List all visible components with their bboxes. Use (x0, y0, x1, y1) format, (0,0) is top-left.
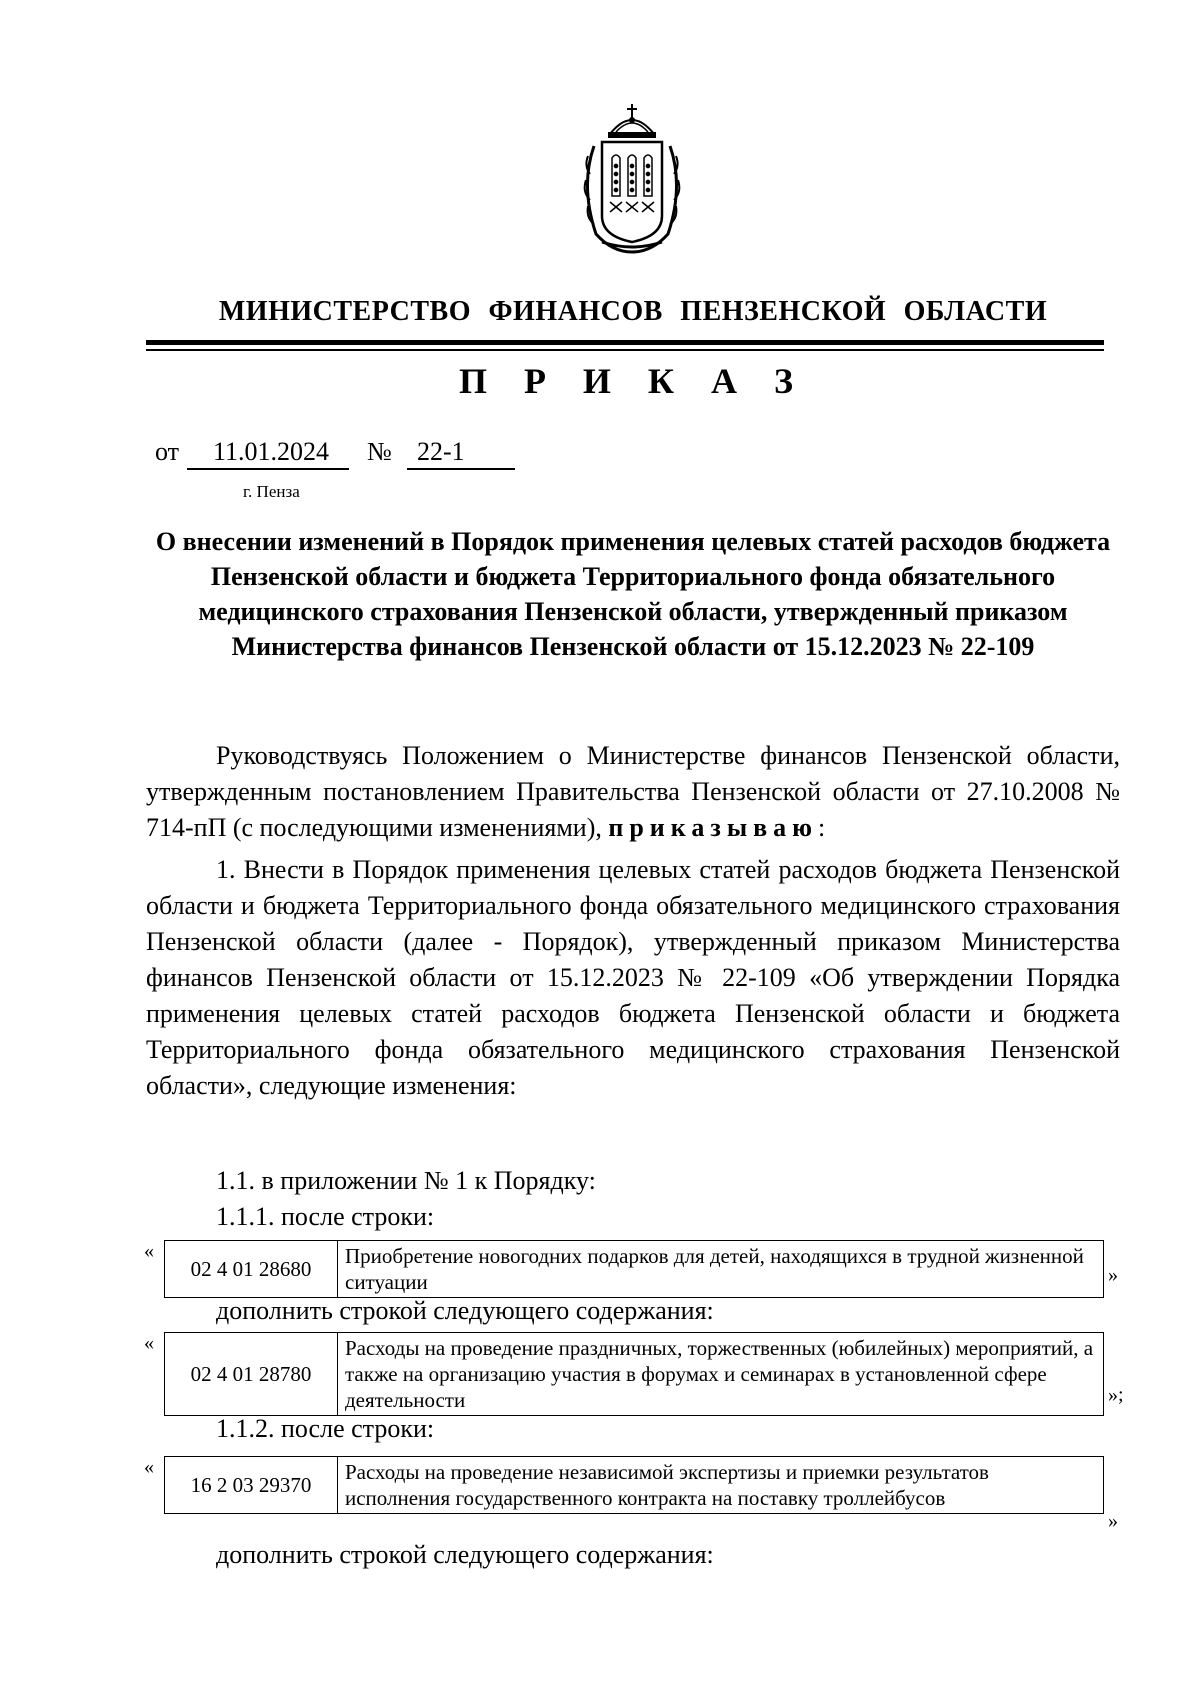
item-1-paragraph: 1. Внести в Порядок применения целевых статей расходов бюджета Пензенской области и бюджета Территориального фонда обязательного медицинского страхования Пензенской области (далее - Порядок), утвержденный приказом Министерства финансов Пензенской области от 15.12.2023 № 22-109 «Об утверждении Порядка применения целевых статей расходов бюджета Пензенской области и бюджета Территориального фонда обязательного медицинского страхования Пензенской области», следующие изменения: (146, 855, 1120, 1100)
add-row-instruction-1: дополнить строкой следующего содержания: (216, 1296, 714, 1325)
preamble-text: Руководствуясь Положением о Министерстве финансов Пензенской области, утвержденным постановлением Правительства Пензенской области от 27.10.2008 № 714-пП (с последующими изменениями), (146, 741, 1120, 842)
coat-of-arms-icon (572, 96, 692, 256)
row-2-open-quote: « (144, 1332, 154, 1354)
order-command: приказываю (608, 813, 819, 842)
from-label: от (155, 437, 180, 466)
row-code: 16 2 03 29370 (165, 1457, 338, 1514)
ministry-name: МИНИСТЕРСТВО ФИНАНСОВ ПЕНЗЕНСКОЙ ОБЛАСТИ (218, 296, 1048, 327)
order-title: О внесении изменений в Порядок применения целевых статей расходов бюджета Пензенской области и бюджета Территориального фонда обязательного медицинского страхования Пензенской области, утвержденный приказом Министерства финансов Пензенской области от 15.12.2023 № 22-109 (155, 527, 1111, 661)
row-2-close-quote: »; (1108, 1384, 1124, 1406)
row-1-close-quote: » (1108, 1264, 1118, 1286)
table-row (165, 1241, 1104, 1298)
number-label: № (367, 437, 392, 466)
header-divider-thin (146, 349, 1104, 351)
budget-row-table (164, 1240, 1104, 1298)
row-3-close-quote: » (1108, 1510, 1118, 1532)
table-row (165, 1333, 1104, 1416)
row-description: Расходы на проведение праздничных, торжественных (юбилейных) мероприятий, а также на организацию участия в форумах и семинарах в установленной сфере деятельности (338, 1333, 1104, 1416)
row-3-open-quote: « (144, 1456, 154, 1478)
order-city: г. Пенза (243, 482, 300, 501)
row-description: Приобретение новогодних подарков для детей, находящихся в трудной жизненной ситуации (338, 1241, 1104, 1298)
item-1-1: 1.1. в приложении № 1 к Порядку: (216, 1166, 596, 1195)
item-1-1-2: 1.1.2. после строки: (216, 1414, 435, 1443)
row-code: 02 4 01 28680 (165, 1241, 338, 1298)
order-number: 22-1 (417, 437, 465, 466)
preamble-paragraph (146, 738, 1120, 846)
row-code: 02 4 01 28780 (165, 1333, 338, 1416)
document-type-heading: П Р И К А З (458, 361, 808, 401)
row-1-open-quote: « (144, 1240, 154, 1262)
date-underline (187, 468, 349, 470)
table-row (165, 1457, 1104, 1514)
add-row-instruction-2: дополнить строкой следующего содержания: (216, 1540, 714, 1569)
order-date: 11.01.2024 (213, 437, 330, 466)
number-underline (407, 468, 515, 470)
row-description: Расходы на проведение независимой экспертизы и приемки результатов исполнения государственного контракта на поставку троллейбусов (338, 1457, 1104, 1514)
budget-row-table (164, 1332, 1104, 1416)
budget-row-table (164, 1456, 1104, 1514)
header-divider-thick (146, 340, 1104, 345)
item-1-1-1: 1.1.1. после строки: (216, 1202, 435, 1231)
preamble-end: : (818, 813, 826, 842)
